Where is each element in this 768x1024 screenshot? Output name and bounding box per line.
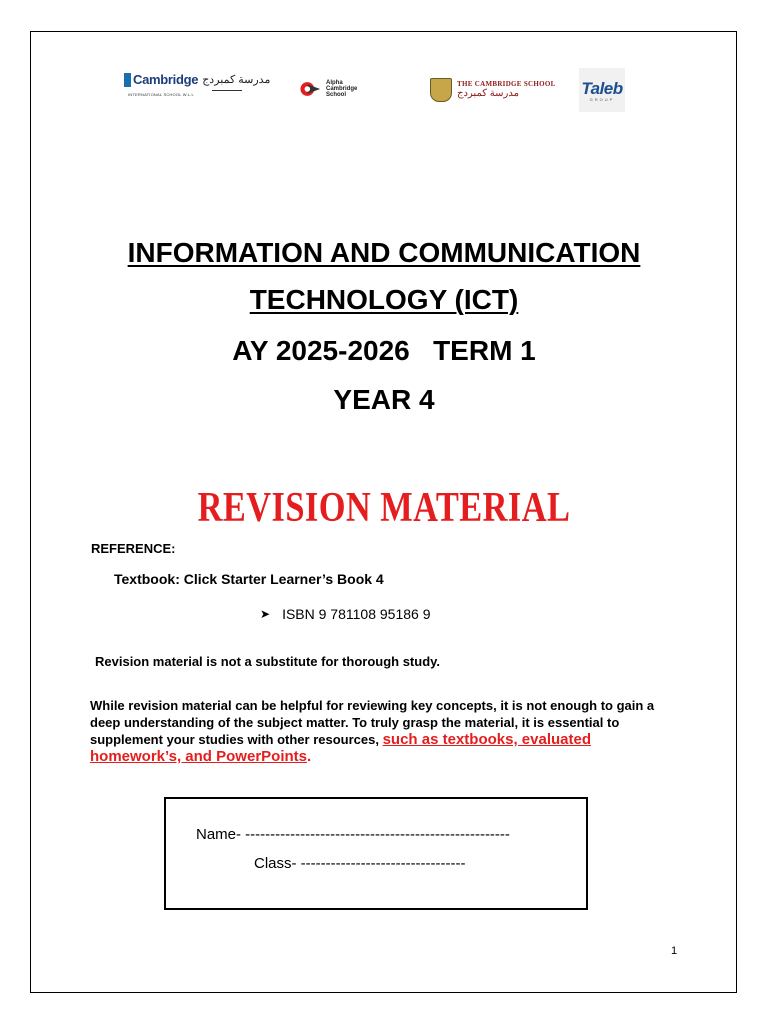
page-number: 1	[671, 945, 678, 957]
cambridge-logo-rule	[212, 90, 242, 91]
paragraph-text: While revision material can be helpful for reviewing key concepts, it is not enough to gain a deep understanding of the subject matter. To truly grasp the material, it is essential to supplement your studies with other resources,	[90, 698, 655, 747]
arrow-bullet-icon: ➤	[260, 607, 271, 621]
title-line-1-text: INFORMATION AND COMMUNICATION	[127, 237, 641, 268]
year-level: YEAR 4	[333, 384, 435, 415]
cambridge-international-logo	[124, 72, 270, 87]
cambridge-logo-arabic: مدرسة كمبردج	[202, 74, 271, 86]
alpha-logo-text	[326, 80, 357, 98]
taleb-logo-subtitle: GROUP	[589, 96, 615, 102]
class-field[interactable]: Class- ---------------------------------	[254, 855, 466, 872]
alpha-logo-line3: School	[326, 92, 347, 98]
textbook-reference: Textbook: Click Starter Learner’s Book 4	[114, 571, 384, 587]
substitute-note: Revision material is not a substitute for thorough study.	[95, 654, 441, 669]
the-cambridge-school-logo	[430, 78, 556, 102]
tcs-logo-text	[457, 80, 556, 100]
academic-year-term: AY 2025-2026 TERM 1	[232, 335, 536, 366]
tcs-logo-arabic: مدرسة كمبردج	[457, 88, 519, 99]
taleb-group-logo	[579, 68, 625, 112]
alpha-logo-line1: Alpha	[326, 80, 343, 86]
tcs-logo-english: THE CAMBRIDGE SCHOOL	[457, 80, 556, 88]
logo-row	[0, 68, 768, 112]
revision-material-heading: REVISION MATERIAL	[197, 485, 571, 531]
title-line-2	[0, 284, 768, 316]
paragraph-highlight: such as textbooks, evaluated homework’s, and PowerPoints	[90, 731, 591, 765]
title-line-2-text: TECHNOLOGY (ICT)	[249, 284, 519, 315]
study-advice-paragraph	[90, 697, 670, 765]
title-line-1	[0, 237, 768, 269]
alpha-logo-line2: Cambridge	[326, 86, 358, 92]
isbn-item	[260, 606, 430, 622]
cambridge-logo-text: Cambridge	[133, 72, 199, 87]
alpha-mark-icon	[300, 81, 322, 97]
taleb-logo-text: Taleb	[581, 78, 623, 98]
isbn-text: ISBN 9 781108 95186 9	[282, 606, 431, 622]
reference-label: REFERENCE:	[91, 541, 176, 556]
cambridge-logo-subtitle: INTERNATIONAL SCHOOL W.L.L	[128, 92, 194, 97]
student-info-box	[164, 797, 588, 910]
school-crest-icon	[430, 78, 452, 102]
name-field[interactable]: Name- -----------------------------------------------------	[196, 826, 510, 843]
cambridge-mark-icon	[124, 73, 131, 87]
alpha-cambridge-logo	[300, 80, 357, 98]
paragraph-end: .	[307, 748, 312, 765]
